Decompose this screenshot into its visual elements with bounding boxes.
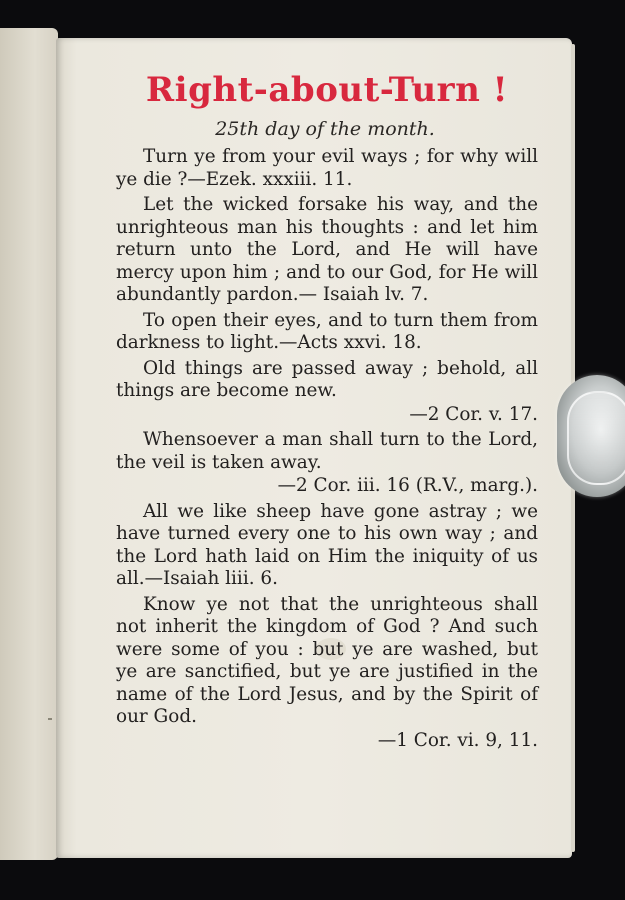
reference-2-cor-3: —2 Cor. iii. 16 (R.V., marg.).	[277, 475, 538, 496]
reference-2-cor-5: —2 Cor. v. 17.	[409, 403, 538, 425]
binder-clip-lens	[567, 391, 625, 485]
facing-page	[0, 28, 58, 860]
binder-clip	[557, 375, 625, 497]
page-title: Right-about-Turn !	[145, 70, 509, 110]
passage-1-cor-6: Know ye not that the unrighteous shall not inherit the kingdom of God ? And such were some of you : but ye are washed, but ye are sanctified, but ye are justified in the name of the Lord Jesus, and by the Spirit of our God.	[116, 593, 538, 727]
passage-isaiah-55: Let the wicked forsake his way, and the unrighteous man his thoughts : and let him return unto the Lord, and He will have mercy upon him ; and to our God, for He will abundantly pardon.— Isaiah lv. 7.	[116, 194, 538, 305]
page-mark	[48, 718, 52, 720]
passage-2-cor-3: Whensoever a man shall turn to the Lord, the veil is taken away.	[116, 429, 538, 473]
passage-isaiah-53: All we like sheep have gone astray ; we have turned every one to his own way ; and the Lord hath laid on Him the iniquity of us all.—Isaiah liii. 6.	[116, 500, 538, 589]
reference-1-cor-6: —1 Cor. vi. 9, 11.	[377, 729, 538, 751]
page-subtitle: 25th day of the month.	[215, 118, 435, 140]
passage-2-cor-5: Old things are passed away ; behold, all things are become new.	[116, 357, 538, 401]
scripture-text	[116, 146, 538, 755]
passage-acts: To open their eyes, and to turn them from darkness to light.—Acts xxvi. 18.	[116, 309, 538, 353]
passage-ezekiel: Turn ye from your evil ways ; for why will ye die ?—Ezek. xxxiii. 11.	[116, 146, 538, 190]
